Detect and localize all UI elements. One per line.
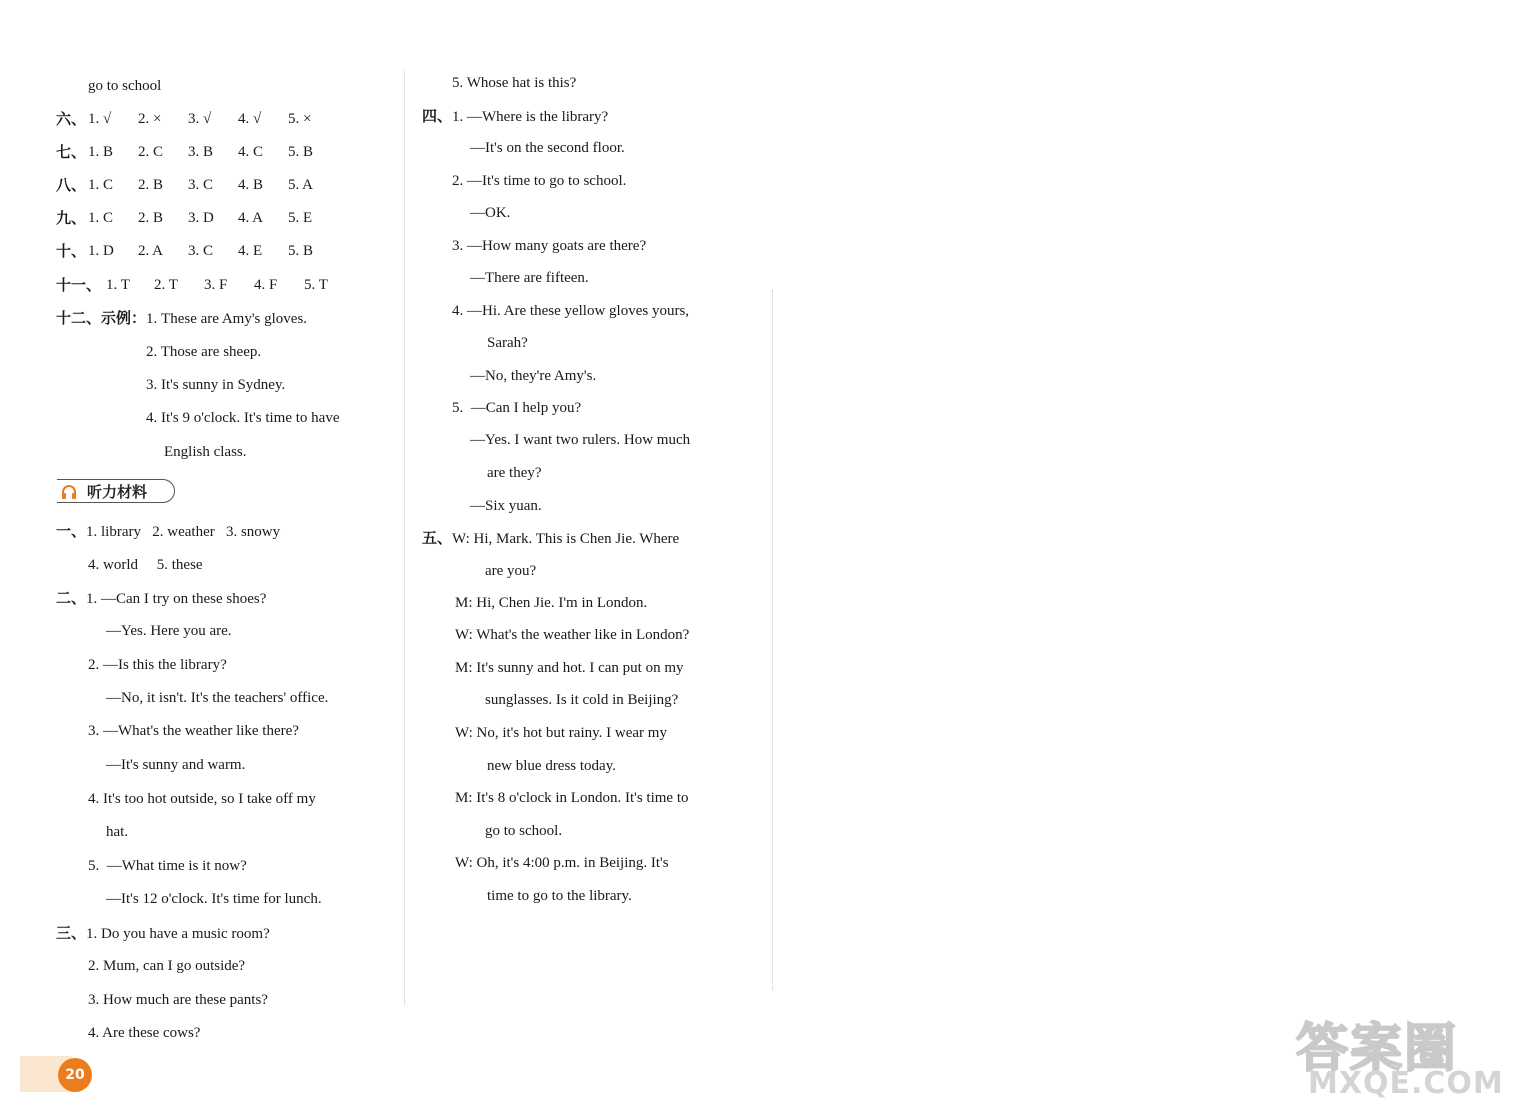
answer-line: 5. —What time is it now? <box>88 858 247 874</box>
answer-line: —Six yuan. <box>470 498 542 514</box>
section-label: 十、 <box>56 242 87 260</box>
answer-item: 3. D <box>188 210 214 226</box>
watermark-text: 答案圈 <box>1296 1019 1459 1079</box>
section-five <box>422 528 679 549</box>
section-four <box>422 106 608 127</box>
answer-item: 2. C <box>138 144 164 160</box>
answer-line: 3. How much are these pants? <box>88 992 268 1008</box>
continued-text: go to school <box>88 78 162 94</box>
listen-section-three <box>56 923 270 944</box>
answer-line: 5. —Can I help you? <box>452 400 582 416</box>
answer-line: English class. <box>164 444 247 460</box>
section-six <box>56 109 312 130</box>
answer-line: M: It's sunny and hot. I can put on my <box>455 660 684 676</box>
answer-item: 3. F <box>204 277 228 293</box>
answer-item: 5. A <box>288 177 314 193</box>
answer-line: time to go to the library. <box>487 888 632 904</box>
section-eight <box>56 175 314 196</box>
section-label: 十二、 <box>56 309 102 327</box>
section-label: 十一、 <box>56 276 102 294</box>
answer-item: 1. D <box>88 243 114 259</box>
section-label: 九、 <box>56 209 87 227</box>
answer-line: —No, it isn't. It's the teachers' office. <box>106 690 329 706</box>
answer-item: 4. B <box>238 177 264 193</box>
listening-title: 听力材料 <box>87 483 148 501</box>
answer-item: 2. T <box>154 277 178 293</box>
answer-line: hat. <box>106 824 129 840</box>
section-label: 二、 <box>56 589 87 607</box>
answer-line: 4. —Hi. Are these yellow gloves yours, <box>452 303 690 319</box>
answer-item: 5. E <box>288 210 313 226</box>
answer-line: —It's sunny and warm. <box>106 757 246 773</box>
section-label: 三、 <box>56 924 87 942</box>
answer-item: 5. × <box>288 111 312 127</box>
section-label: 一、 <box>56 522 87 540</box>
answer-line: 1. These are Amy's gloves. <box>146 311 308 327</box>
answer-line: 4. It's 9 o'clock. It's time to have <box>146 410 340 426</box>
answer-line: 2. Mum, can I go outside? <box>88 958 246 974</box>
answer-line: are you? <box>485 563 537 579</box>
listen-section-two <box>56 588 266 609</box>
watermark-logo <box>1296 1006 1528 1102</box>
answer-item: 1. √ <box>88 111 112 127</box>
section-label: 七、 <box>56 143 87 161</box>
headphones-icon <box>61 484 77 500</box>
listen-section-one <box>56 521 280 542</box>
answer-item: 3. C <box>188 243 214 259</box>
answer-item: 2. B <box>138 177 164 193</box>
answer-line: new blue dress today. <box>487 758 616 774</box>
answer-line: 1. —Where is the library? <box>452 109 609 125</box>
section-eleven <box>56 275 328 296</box>
answer-item: 3. B <box>188 144 214 160</box>
answer-line: 3. —What's the weather like there? <box>88 723 299 739</box>
answer-line: —It's on the second floor. <box>470 140 625 156</box>
answer-line: 4. world 5. these <box>88 557 203 573</box>
section-ten <box>56 241 314 262</box>
answer-item: 2. B <box>138 210 164 226</box>
section-label: 四、 <box>422 107 453 125</box>
answer-item: 5. T <box>304 277 328 293</box>
answer-item: 1. C <box>88 177 114 193</box>
answer-line: go to school. <box>485 823 563 839</box>
answer-item: 4. A <box>238 210 264 226</box>
section-twelve <box>56 308 307 329</box>
answer-item: 4. F <box>254 277 278 293</box>
answer-line: sunglasses. Is it cold in Beijing? <box>485 692 679 708</box>
answer-line: W: Oh, it's 4:00 p.m. in Beijing. It's <box>455 855 669 871</box>
section-nine <box>56 208 313 229</box>
answer-line: —Yes. Here you are. <box>106 623 232 639</box>
answer-line: are they? <box>487 465 542 481</box>
answer-line: 1. —Can I try on these shoes? <box>86 591 267 607</box>
listening-materials-header <box>57 479 175 503</box>
answer-line: 2. —It's time to go to school. <box>452 173 627 189</box>
answer-item: 1. T <box>106 277 130 293</box>
answer-item: 3. C <box>188 177 214 193</box>
column-divider <box>772 290 773 990</box>
answer-line: —OK. <box>470 205 511 221</box>
answer-item: 5. B <box>288 243 314 259</box>
answer-line: W: Hi, Mark. This is Chen Jie. Where <box>452 531 680 547</box>
answer-line: —There are fifteen. <box>470 270 589 286</box>
answer-line: 1. library 2. weather 3. snowy <box>86 524 281 540</box>
answer-item: 3. √ <box>188 111 212 127</box>
answer-line: M: It's 8 o'clock in London. It's time to <box>455 790 689 806</box>
answer-line: 3. —How many goats are there? <box>452 238 647 254</box>
section-seven <box>56 142 314 163</box>
answer-item: 2. × <box>138 111 162 127</box>
answer-item: 5. B <box>288 144 314 160</box>
answer-item: 4. √ <box>238 111 262 127</box>
answer-line: W: What's the weather like in London? <box>455 627 690 643</box>
answer-line: 1. Do you have a music room? <box>86 926 270 942</box>
answer-line: Sarah? <box>487 335 528 351</box>
section-label: 六、 <box>56 110 87 128</box>
answer-item: 2. A <box>138 243 164 259</box>
answer-line: —Yes. I want two rulers. How much <box>470 432 691 448</box>
answer-line: 2. —Is this the library? <box>88 657 227 673</box>
answer-line: 4. Are these cows? <box>88 1025 201 1041</box>
answer-item: 4. C <box>238 144 264 160</box>
answer-line: 2. Those are sheep. <box>146 344 262 360</box>
answer-line: M: Hi, Chen Jie. I'm in London. <box>455 595 648 611</box>
section-label: 五、 <box>422 529 453 547</box>
answer-line: —It's 12 o'clock. It's time for lunch. <box>106 891 322 907</box>
watermark-url: MXQE.COM <box>1308 1066 1504 1101</box>
example-prefix: 示例： <box>101 309 147 327</box>
answer-line: 5. Whose hat is this? <box>452 75 577 91</box>
answer-line: 3. It's sunny in Sydney. <box>146 377 286 393</box>
answer-item: 4. E <box>238 243 263 259</box>
answer-item: 1. B <box>88 144 114 160</box>
answer-line: —No, they're Amy's. <box>470 368 597 384</box>
answer-item: 1. C <box>88 210 114 226</box>
column-divider <box>404 70 405 1005</box>
page-number: 20 <box>58 1058 92 1092</box>
answer-line: 4. It's too hot outside, so I take off my <box>88 791 316 807</box>
section-label: 八、 <box>56 176 87 194</box>
answer-line: W: No, it's hot but rainy. I wear my <box>455 725 667 741</box>
